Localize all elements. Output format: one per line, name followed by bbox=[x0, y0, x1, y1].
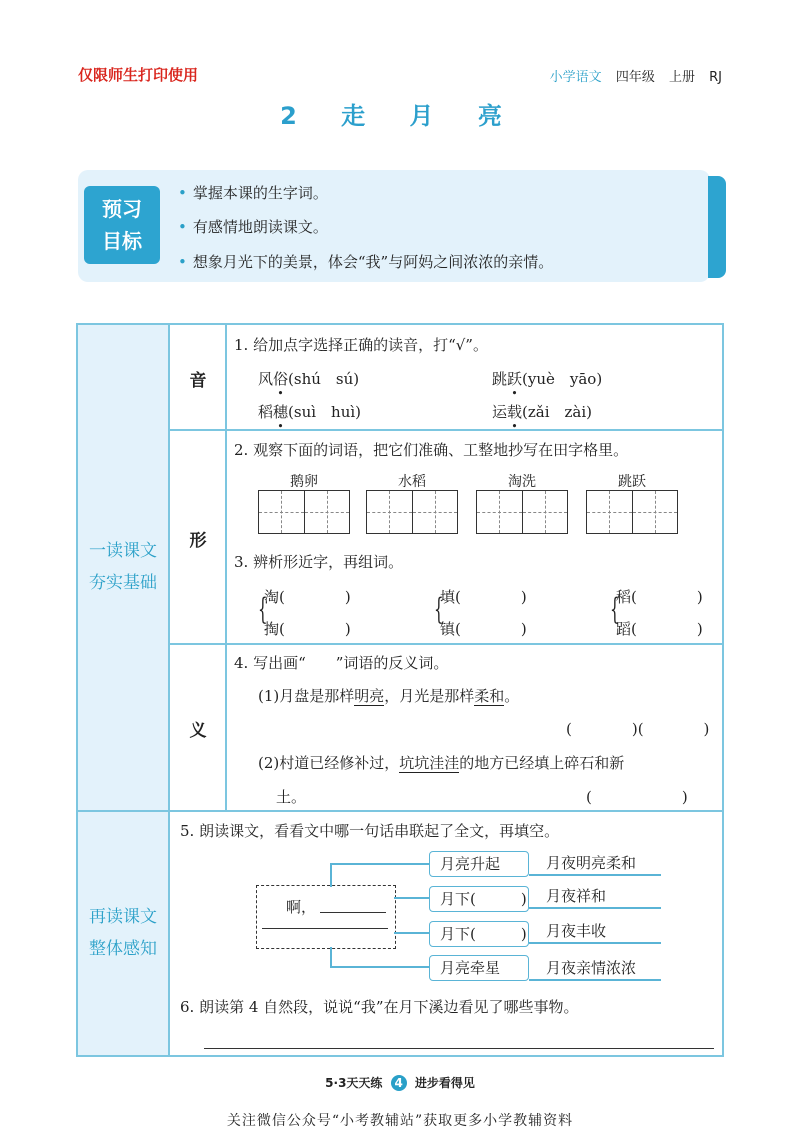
cat-yin: 音 bbox=[189, 371, 207, 391]
term: 上册 bbox=[668, 70, 695, 85]
pinyin-item: 运载(zǎi zài) bbox=[492, 403, 593, 421]
brace: { bbox=[610, 592, 620, 627]
ah-text: 啊， bbox=[286, 898, 317, 916]
pinyin-item: 跳跃(yuè yāo) bbox=[492, 370, 603, 388]
dashed-answer-box[interactable] bbox=[256, 885, 396, 949]
bottom-note: 关注微信公众号“小考教辅站”获取更多小学教辅资料 bbox=[226, 1113, 574, 1129]
objectives-box-edge bbox=[708, 176, 726, 278]
tianzige-grid[interactable] bbox=[476, 490, 568, 534]
question-4: 4. 写出画“ ”词语的反义词。 bbox=[234, 654, 449, 672]
answer-blank[interactable]: ( )( ) bbox=[566, 720, 710, 738]
tab-line2: 目标 bbox=[102, 229, 142, 253]
page-title: 2 走 月 亮 bbox=[280, 102, 520, 130]
subject: 小学语文 bbox=[549, 70, 602, 85]
question-2: 2. 观察下面的词语，把它们准确、工整地抄写在田字格里。 bbox=[234, 441, 629, 459]
cat-yi: 义 bbox=[189, 721, 207, 741]
word-label: 鹅卵 bbox=[290, 474, 318, 490]
answer-line[interactable] bbox=[320, 912, 386, 913]
tab-line1: 预习 bbox=[102, 197, 142, 221]
objectives-tab bbox=[84, 186, 160, 264]
pinyin-item: 稻穗(suì huì) bbox=[258, 403, 362, 421]
sentence-2-end: 土。 bbox=[276, 788, 307, 806]
objective-item: • 有感情地朗读课文。 bbox=[178, 218, 328, 236]
book-info bbox=[540, 66, 722, 85]
pair-item: 镇( ) bbox=[440, 620, 527, 638]
brace: { bbox=[258, 592, 268, 627]
result-text: 月夜亲情浓浓 bbox=[546, 959, 637, 977]
question-1: 1. 给加点字选择正确的读音，打“√”。 bbox=[234, 336, 488, 354]
word-label: 水稻 bbox=[398, 474, 426, 490]
pair-item: 填( ) bbox=[440, 588, 527, 606]
result-text: 月夜明亮柔和 bbox=[546, 854, 637, 872]
print-notice: 仅限师生打印使用 bbox=[78, 66, 199, 84]
sentence-1: (1)月盘是那样明亮，月光是那样柔和。 bbox=[258, 687, 520, 705]
result-text: 月夜丰收 bbox=[546, 922, 607, 940]
section2-label: 再读课文 整体感知 bbox=[89, 907, 157, 959]
tianzige-grid[interactable] bbox=[586, 490, 678, 534]
page-number: 4 bbox=[391, 1075, 407, 1091]
cat-xing: 形 bbox=[189, 531, 207, 551]
result-text: 月夜祥和 bbox=[546, 887, 607, 905]
objective-item: • 掌握本课的生字词。 bbox=[178, 184, 328, 202]
pair-item: 掏( ) bbox=[264, 620, 351, 638]
page-footer: 5·3天天练 4 进步看得见 bbox=[325, 1076, 475, 1090]
objective-item: • 想象月光下的美景，体会“我”与阿妈之间浓浓的亲情。 bbox=[178, 253, 554, 271]
pair-item: 稻( ) bbox=[616, 588, 703, 606]
tianzige-grid[interactable] bbox=[366, 490, 458, 534]
answer-line[interactable] bbox=[262, 928, 388, 929]
answer-line[interactable] bbox=[204, 1048, 714, 1049]
pinyin-item: 风俗(shú sú) bbox=[258, 370, 360, 388]
grade: 四年级 bbox=[615, 70, 655, 85]
word-label: 跳跃 bbox=[618, 474, 646, 490]
pair-item: 蹈( ) bbox=[616, 620, 703, 638]
brace: { bbox=[434, 592, 444, 627]
section1-label: 一读课文 夯实基础 bbox=[89, 541, 157, 593]
branch-box: 月亮牵星 bbox=[429, 955, 529, 981]
branch-box: 月亮升起 bbox=[429, 851, 529, 877]
tianzige-grid[interactable] bbox=[258, 490, 350, 534]
branch-box[interactable]: 月下( ) bbox=[429, 886, 529, 912]
answer-blank[interactable]: ( ) bbox=[586, 788, 688, 806]
question-6: 6. 朗读第 4 自然段，说说“我”在月下溪边看见了哪些事物。 bbox=[180, 998, 579, 1016]
word-label: 淘洗 bbox=[508, 474, 536, 490]
sentence-2: (2)村道已经修补过，坑坑洼洼的地方已经填上碎石和新 bbox=[258, 754, 625, 772]
question-3: 3. 辨析形近字，再组词。 bbox=[234, 553, 404, 571]
pair-item: 淘( ) bbox=[264, 588, 351, 606]
edition: RJ bbox=[709, 70, 722, 85]
question-5: 5. 朗读课文，看看文中哪一句话串联起了全文，再填空。 bbox=[180, 822, 560, 840]
branch-box[interactable]: 月下( ) bbox=[429, 921, 529, 947]
